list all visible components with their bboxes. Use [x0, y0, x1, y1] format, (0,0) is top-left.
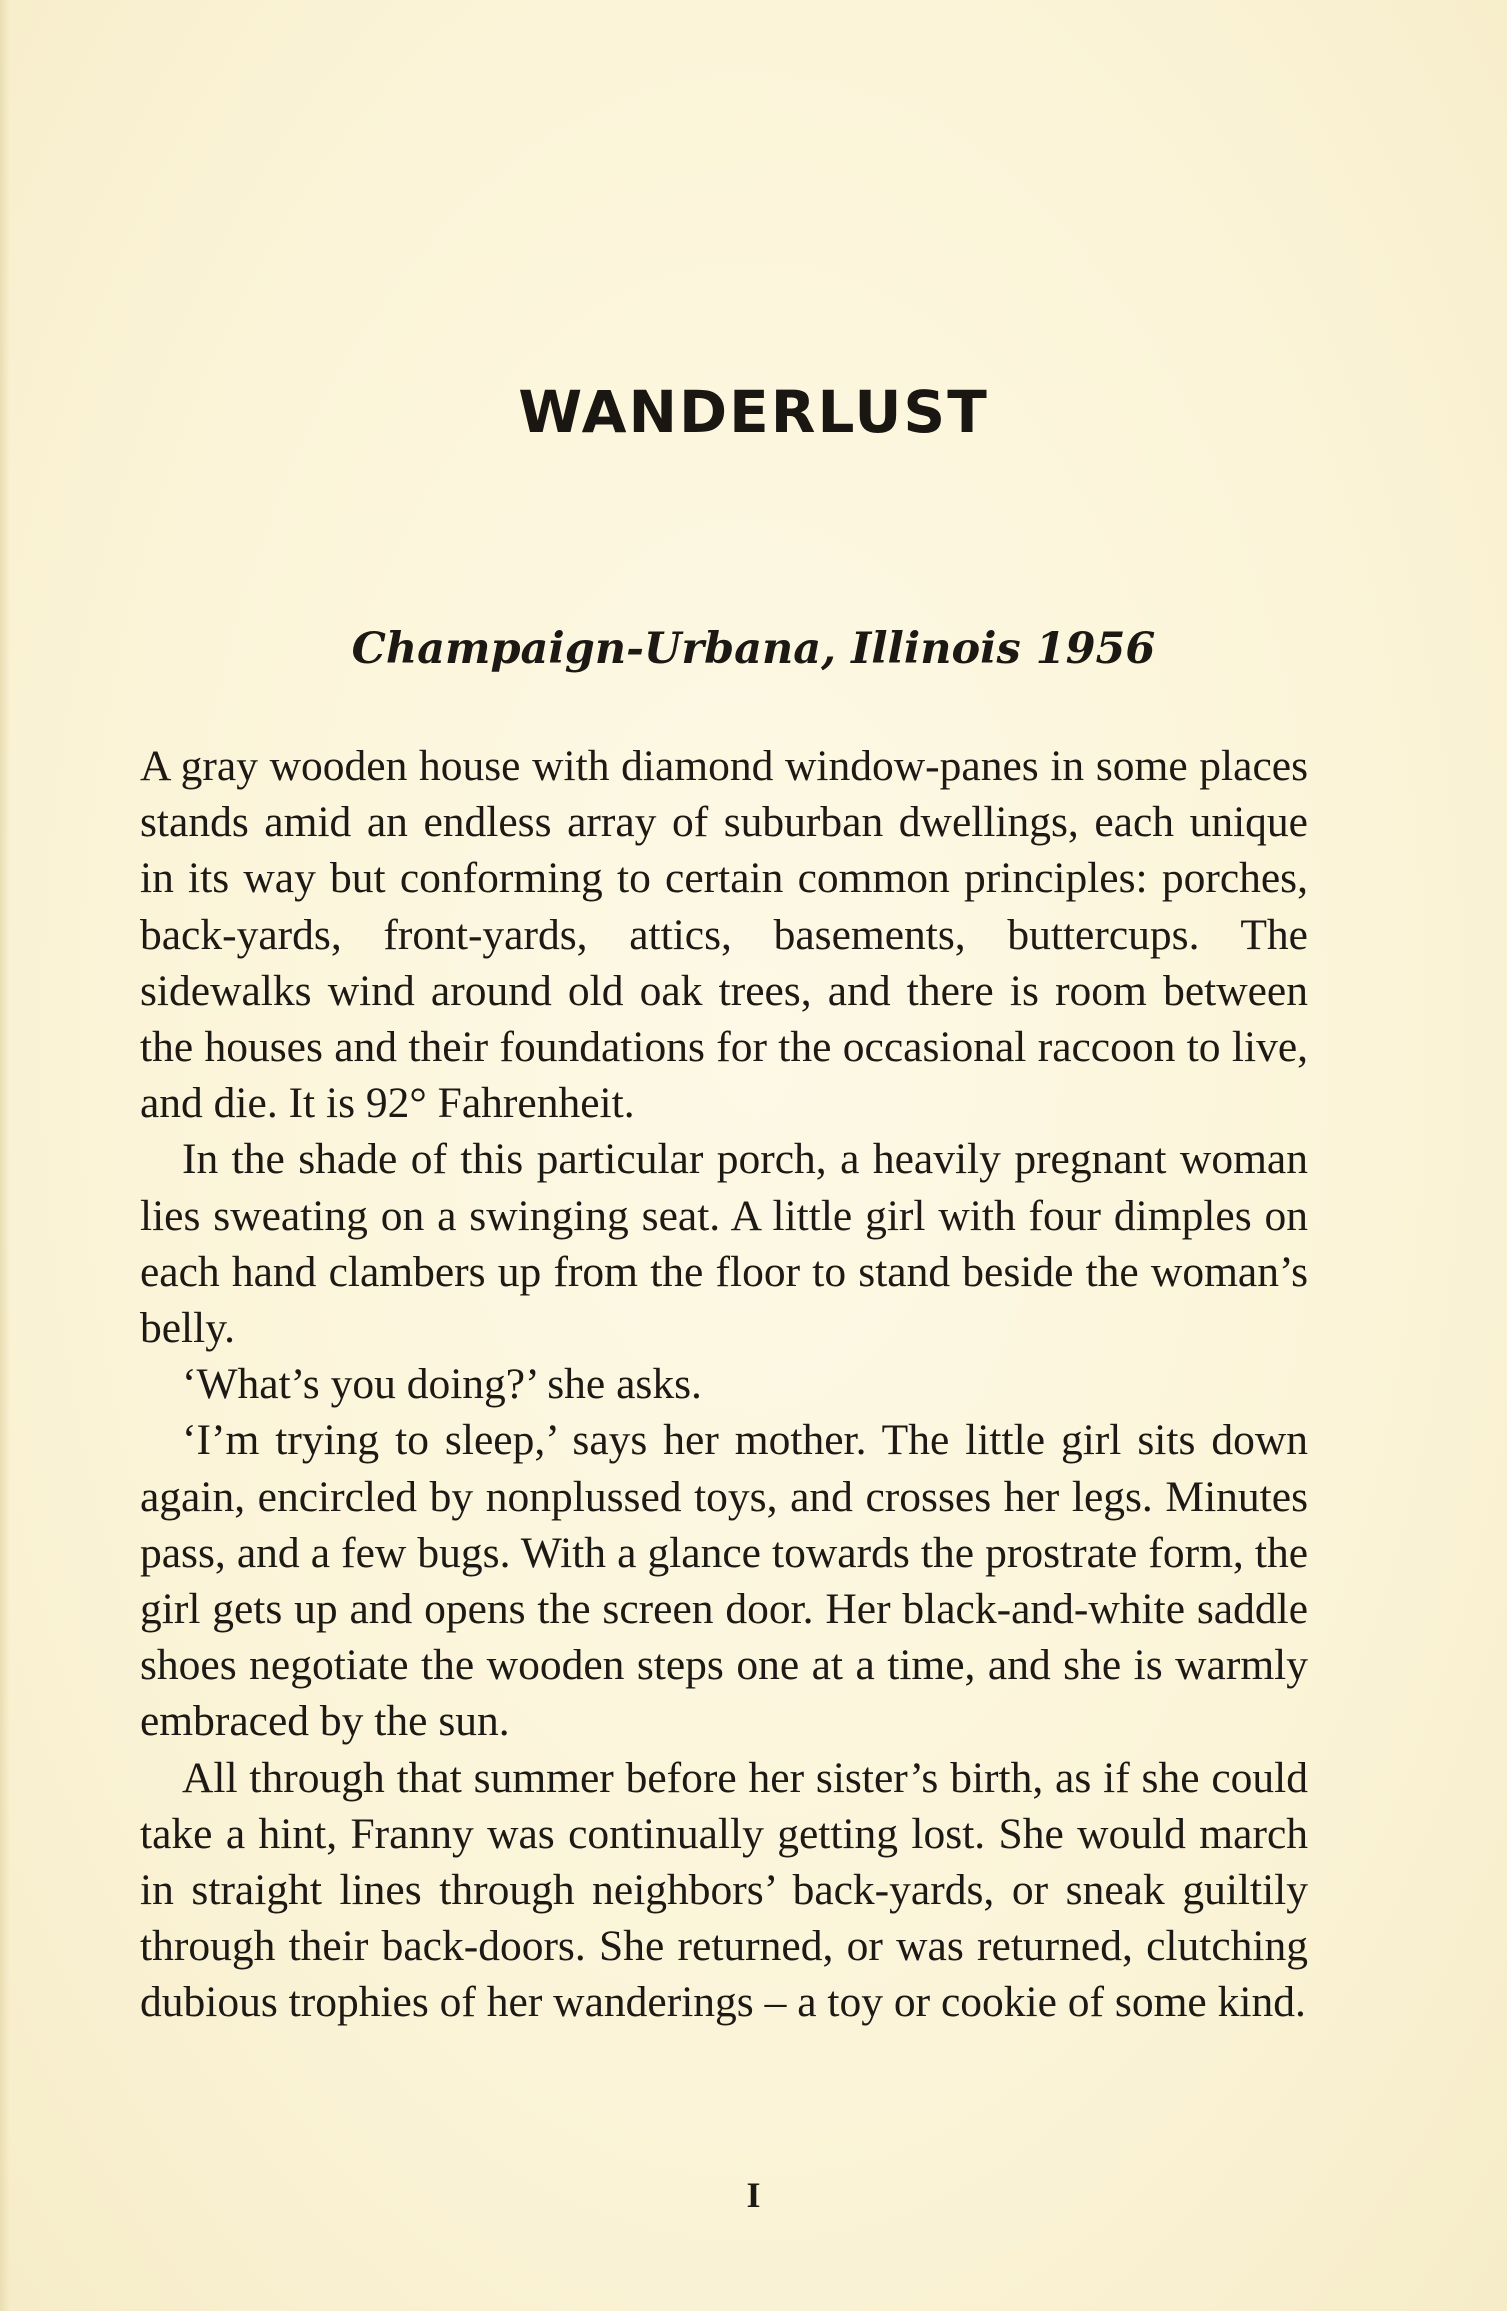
chapter-title: WANDERLUST: [518, 378, 989, 446]
paragraph-1: A gray wooden house with diamond window-panes in some places stands amid an endless array of suburban dwellings, each unique in its way but conforming to certain common principles: porches, back-yards, front-yards, attics, basements, buttercups. The sidewalks wind around old oak trees, and there is room between the houses and their foundations for the occasional raccoon to live, and die. It is 92° Fahrenheit.: [140, 742, 1308, 1128]
chapter-subtitle: Champaign-Urbana, Illinois 1956: [351, 624, 1156, 674]
page-edge-shadow: [0, 0, 10, 2311]
body-text: [140, 738, 1308, 2031]
paragraph-4: ‘I’m trying to sleep,’ says her mother. The little girl sits down again, encircled by nonplussed toys, and crosses her legs. Minutes pass, and a few bugs. With a glance towards the prostrate form, the girl gets up and opens the screen door. Her black-and-white saddle shoes negotiate the wooden steps one at a time, and she is warmly embraced by the sun.: [140, 1416, 1308, 1746]
page-number: I: [746, 2175, 761, 2215]
paragraph-2: In the shade of this particular porch, a heavily pregnant woman lies sweating on a swinging seat. A little girl with four dimples on each hand clambers up from the floor to stand beside the woman’s belly.: [140, 1135, 1308, 1353]
paragraph-3: ‘What’s you doing?’ she asks.: [182, 1360, 702, 1409]
paragraph-5: All through that summer before her sister’s birth, as if she could take a hint, Franny was continually getting lost. She would march in straight lines through neighbors’ back-yards, or sneak guiltily through their back-doors. She returned, or was returned, clutching dubious trophies of her wanderings – a toy or cookie of some kind.: [140, 1753, 1308, 2027]
